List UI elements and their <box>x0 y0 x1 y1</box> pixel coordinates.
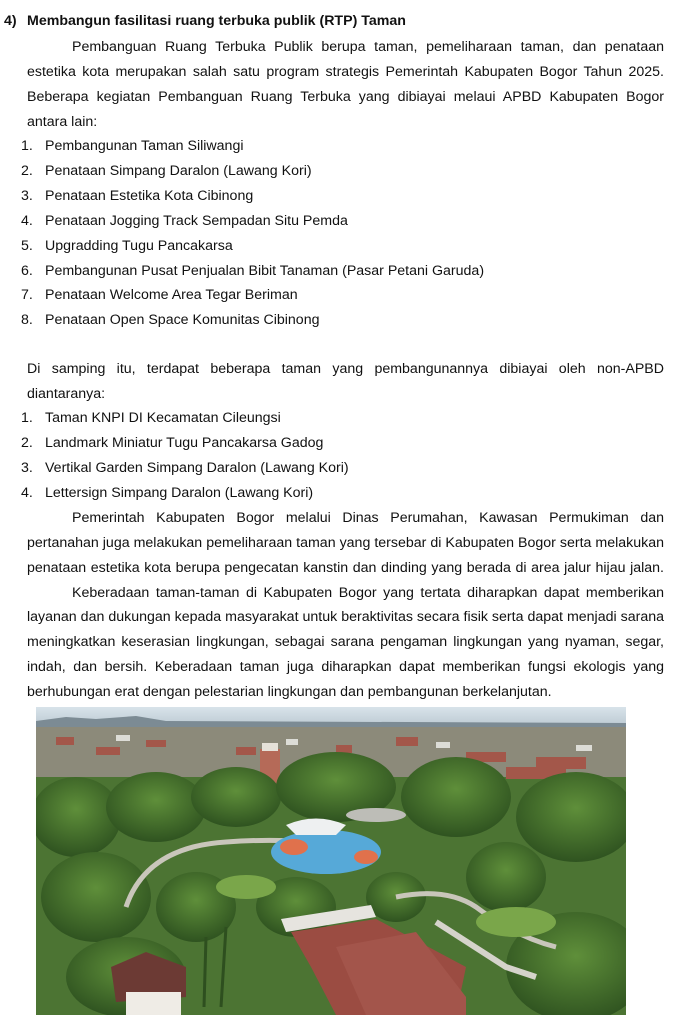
section-number: 4) <box>4 13 17 29</box>
paragraph-line: antara lain: <box>27 114 98 130</box>
list-text: Penataan Simpang Daralon (Lawang Kori) <box>45 163 312 179</box>
list-number: 4. <box>21 213 33 229</box>
paragraph-line: estetika kota merupakan salah satu program strategis Pemerintah Kabupaten Bogor Tahun 2025. <box>27 64 664 80</box>
list-number: 7. <box>21 287 33 303</box>
list-number: 8. <box>21 312 33 328</box>
list-number: 1. <box>21 410 33 426</box>
list-text: Penataan Jogging Track Sempadan Situ Pemda <box>45 213 348 229</box>
paragraph-line: Beberapa kegiatan Pembanguan Ruang Terbuka yang dibiayai melaui APBD Kabupaten Bogor <box>27 89 664 105</box>
paragraph-line: pertanahan juga melakukan pemeliharaan taman yang tersebar di Kabupaten Bogor serta melakukan <box>27 535 664 551</box>
list-text: Penataan Open Space Komunitas Cibinong <box>45 312 320 328</box>
park-photo-illustration <box>36 707 626 1015</box>
list-text: Vertikal Garden Simpang Daralon (Lawang Kori) <box>45 460 349 476</box>
list-number: 1. <box>21 138 33 154</box>
paragraph-line: Pembanguan Ruang Terbuka Publik berupa taman, pemeliharaan taman, dan penataan <box>72 39 664 55</box>
list-text: Landmark Miniatur Tugu Pancakarsa Gadog <box>45 435 324 451</box>
section-title: Membangun fasilitasi ruang terbuka publik (RTP) Taman <box>27 13 406 29</box>
list-text: Pembangunan Taman Siliwangi <box>45 138 244 154</box>
paragraph-line: Pemerintah Kabupaten Bogor melalui Dinas Perumahan, Kawasan Permukiman dan <box>72 510 664 526</box>
list-number: 6. <box>21 263 33 279</box>
paragraph-line: layanan dan dukungan kepada masyarakat untuk beraktivitas secara fisik serta dapat menjadi sarana <box>27 609 664 625</box>
list-number: 3. <box>21 460 33 476</box>
aerial-park-photo <box>36 707 626 1015</box>
paragraph-line: meningkatkan keserasian lingkungan, sebagai sarana pengaman lingkungan yang nyaman, segar, <box>27 634 664 650</box>
paragraph-line: berhubungan erat dengan pelestarian lingkungan dan pembangunan berkelanjutan. <box>27 684 552 700</box>
paragraph-line: Di samping itu, terdapat beberapa taman yang pembangunannya dibiayai oleh non-APBD <box>27 361 664 377</box>
list-number: 4. <box>21 485 33 501</box>
list-text: Taman KNPI DI Kecamatan Cileungsi <box>45 410 281 426</box>
list-text: Penataan Estetika Kota Cibinong <box>45 188 254 204</box>
list-number: 2. <box>21 163 33 179</box>
list-text: Pembangunan Pusat Penjualan Bibit Tanaman (Pasar Petani Garuda) <box>45 263 485 279</box>
paragraph-line: diantaranya: <box>27 386 106 402</box>
paragraph-line: Keberadaan taman-taman di Kabupaten Bogor yang tertata diharapkan dapat memberikan <box>72 585 664 601</box>
list-number: 3. <box>21 188 33 204</box>
paragraph-line: indah, dan bersih. Keberadaan taman juga diharapkan dapat memberikan fungsi ekologis yang <box>27 659 664 675</box>
list-text: Upgradding Tugu Pancakarsa <box>45 238 233 254</box>
paragraph-line: penataan estetika kota berupa pengecatan kanstin dan dinding yang berada di area jalur hijau jalan. <box>27 560 664 576</box>
list-text: Lettersign Simpang Daralon (Lawang Kori) <box>45 485 314 501</box>
list-text: Penataan Welcome Area Tegar Beriman <box>45 287 298 303</box>
list-number: 2. <box>21 435 33 451</box>
list-number: 5. <box>21 238 33 254</box>
